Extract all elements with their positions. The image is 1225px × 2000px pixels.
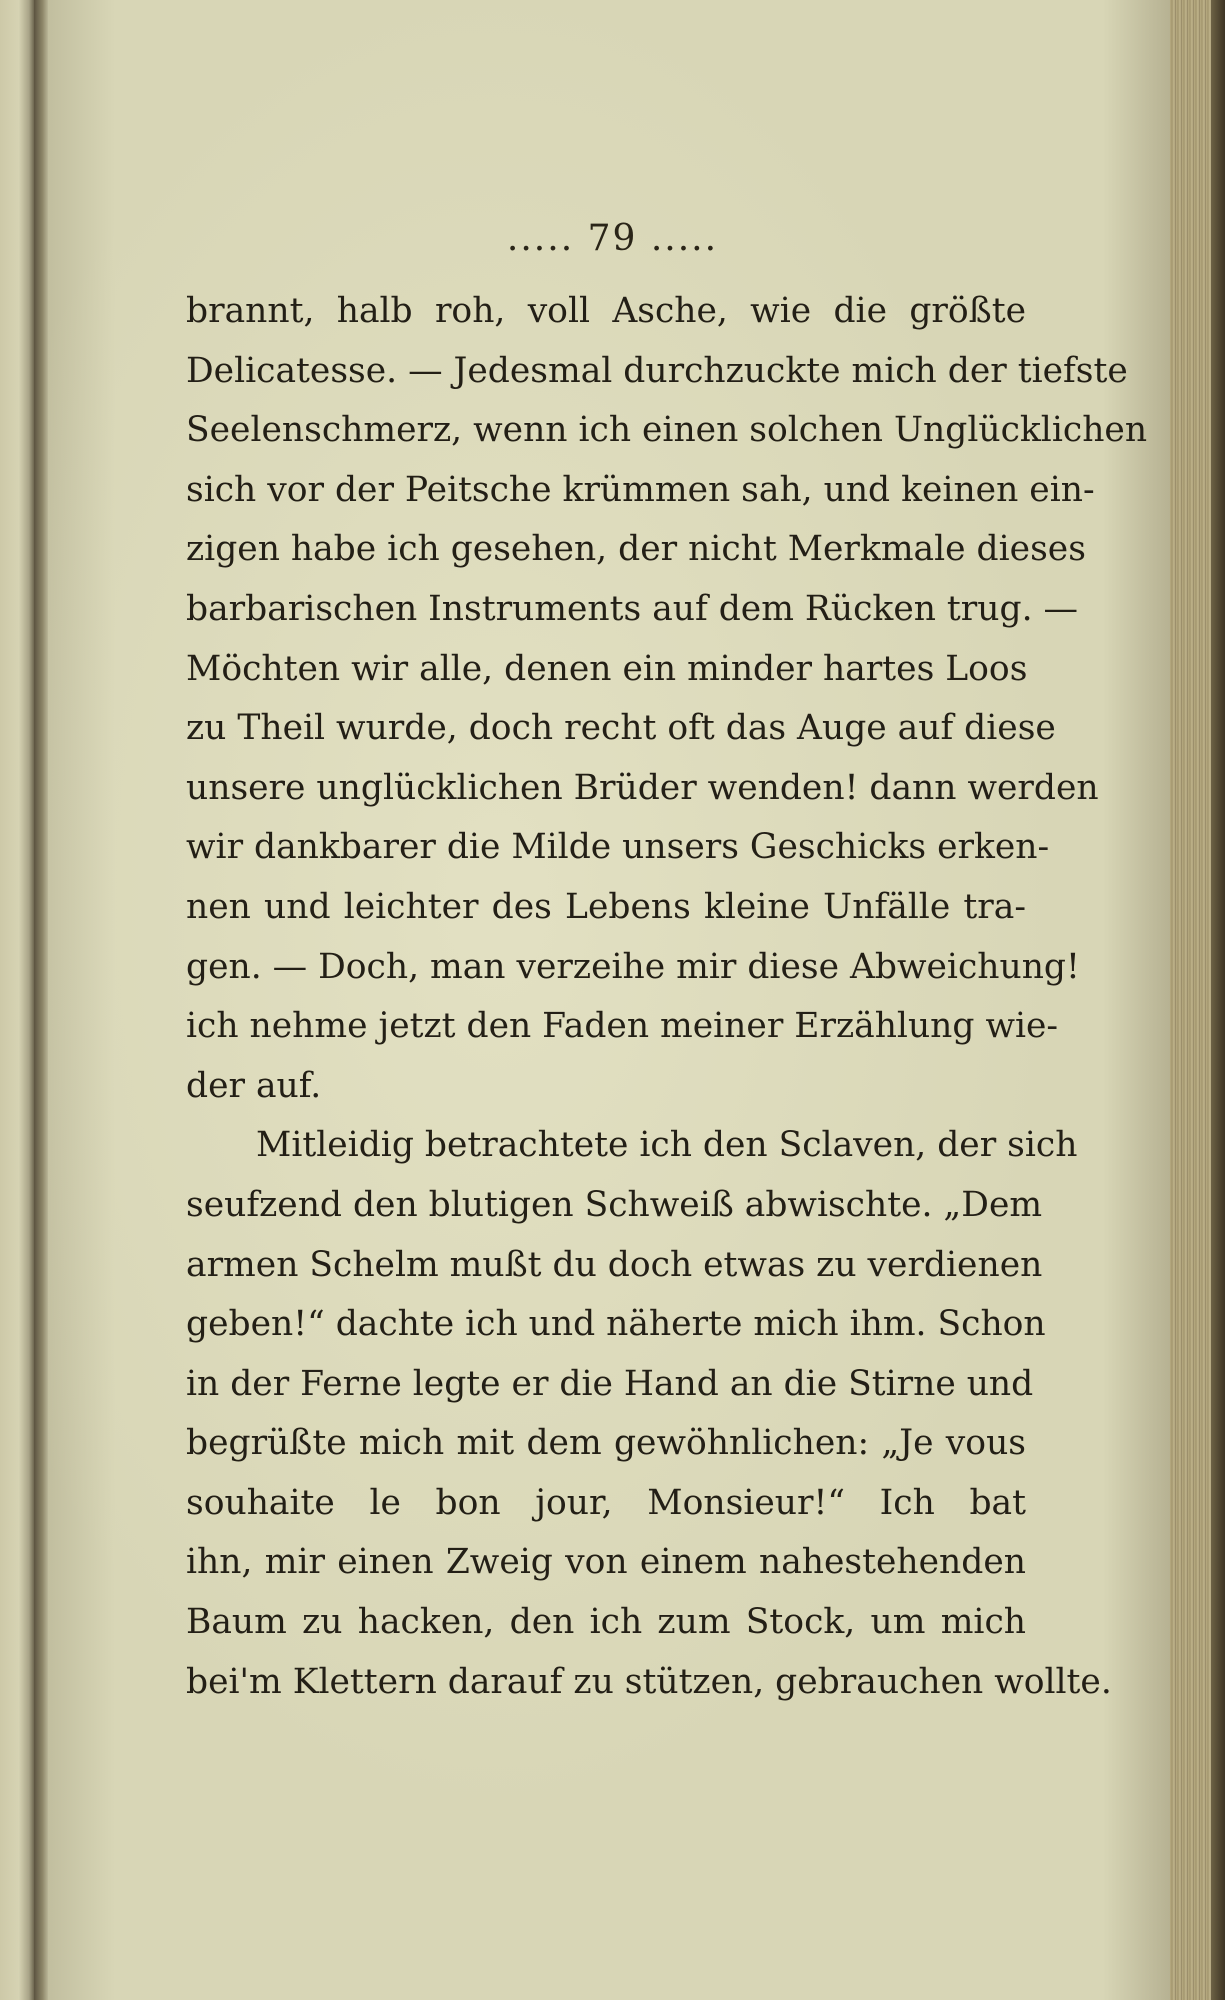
text-line: ihn, mir einen Zweig von einem nahestehenden — [186, 1542, 1026, 1583]
text-line: gen. — Doch, man verzeihe mir diese Abweichung! — [186, 946, 1080, 987]
text-line: brannt, halb roh, voll Asche, wie die größte — [186, 291, 1026, 331]
text-line: sich vor der Peitsche krümmen sah, und keinen ein- — [186, 469, 1095, 510]
text-line: seufzend den blutigen Schweiß abwischte. „Dem — [186, 1184, 1043, 1225]
text-line: geben!“ dachte ich und näherte mich ihm. Schon — [186, 1304, 1046, 1345]
text-line: Delicatesse. — Jedesmal durchzuckte mich der tiefste — [186, 350, 1128, 391]
text-line: in der Ferne legte er die Hand an die Stirne und — [186, 1363, 1034, 1404]
text-line: begrüßte mich mit dem gewöhnlichen: „Je vous — [186, 1423, 1026, 1464]
text-line: barbarischen Instruments auf dem Rücken trug. — — [186, 588, 1079, 629]
text-line: zigen habe ich gesehen, der nicht Merkmale dieses — [186, 529, 1086, 570]
text-line: der auf. — [186, 1065, 322, 1106]
text-line: souhaite le bon jour, Monsieur!“ Ich bat — [186, 1482, 1026, 1523]
text-line: unsere unglücklichen Brüder wenden! dann werden — [186, 767, 1099, 808]
page-body — [186, 282, 1148, 1712]
text-line: Möchten wir alle, denen ein minder hartes Loos — [186, 648, 1028, 689]
book-gutter — [34, 0, 48, 2000]
page-number: ..... 79 ..... — [506, 218, 719, 259]
page-stack-edge — [1170, 0, 1225, 2000]
text-line: Baum zu hacken, den ich zum Stock, um mich — [186, 1602, 1026, 1643]
text-line: zu Theil wurde, doch recht oft das Auge auf diese — [186, 708, 1056, 749]
facing-page-edge — [0, 0, 34, 2000]
paragraph-first-line: Mitleidig betrachtete ich den Sclaven, der sich — [256, 1125, 1078, 1166]
text-line: Seelenschmerz, wenn ich einen solchen Unglücklichen — [186, 410, 1148, 451]
text-line: armen Schelm mußt du doch etwas zu verdienen — [186, 1244, 1043, 1285]
text-line: nen und leichter des Lebens kleine Unfälle tra- — [186, 886, 1026, 927]
text-line: ich nehme jetzt den Faden meiner Erzählung wie- — [186, 1006, 1059, 1047]
text-line: wir dankbarer die Milde unsers Geschicks erken- — [186, 827, 1050, 868]
text-line: bei'm Klettern darauf zu stützen, gebrauchen wollte. — [186, 1661, 1112, 1702]
